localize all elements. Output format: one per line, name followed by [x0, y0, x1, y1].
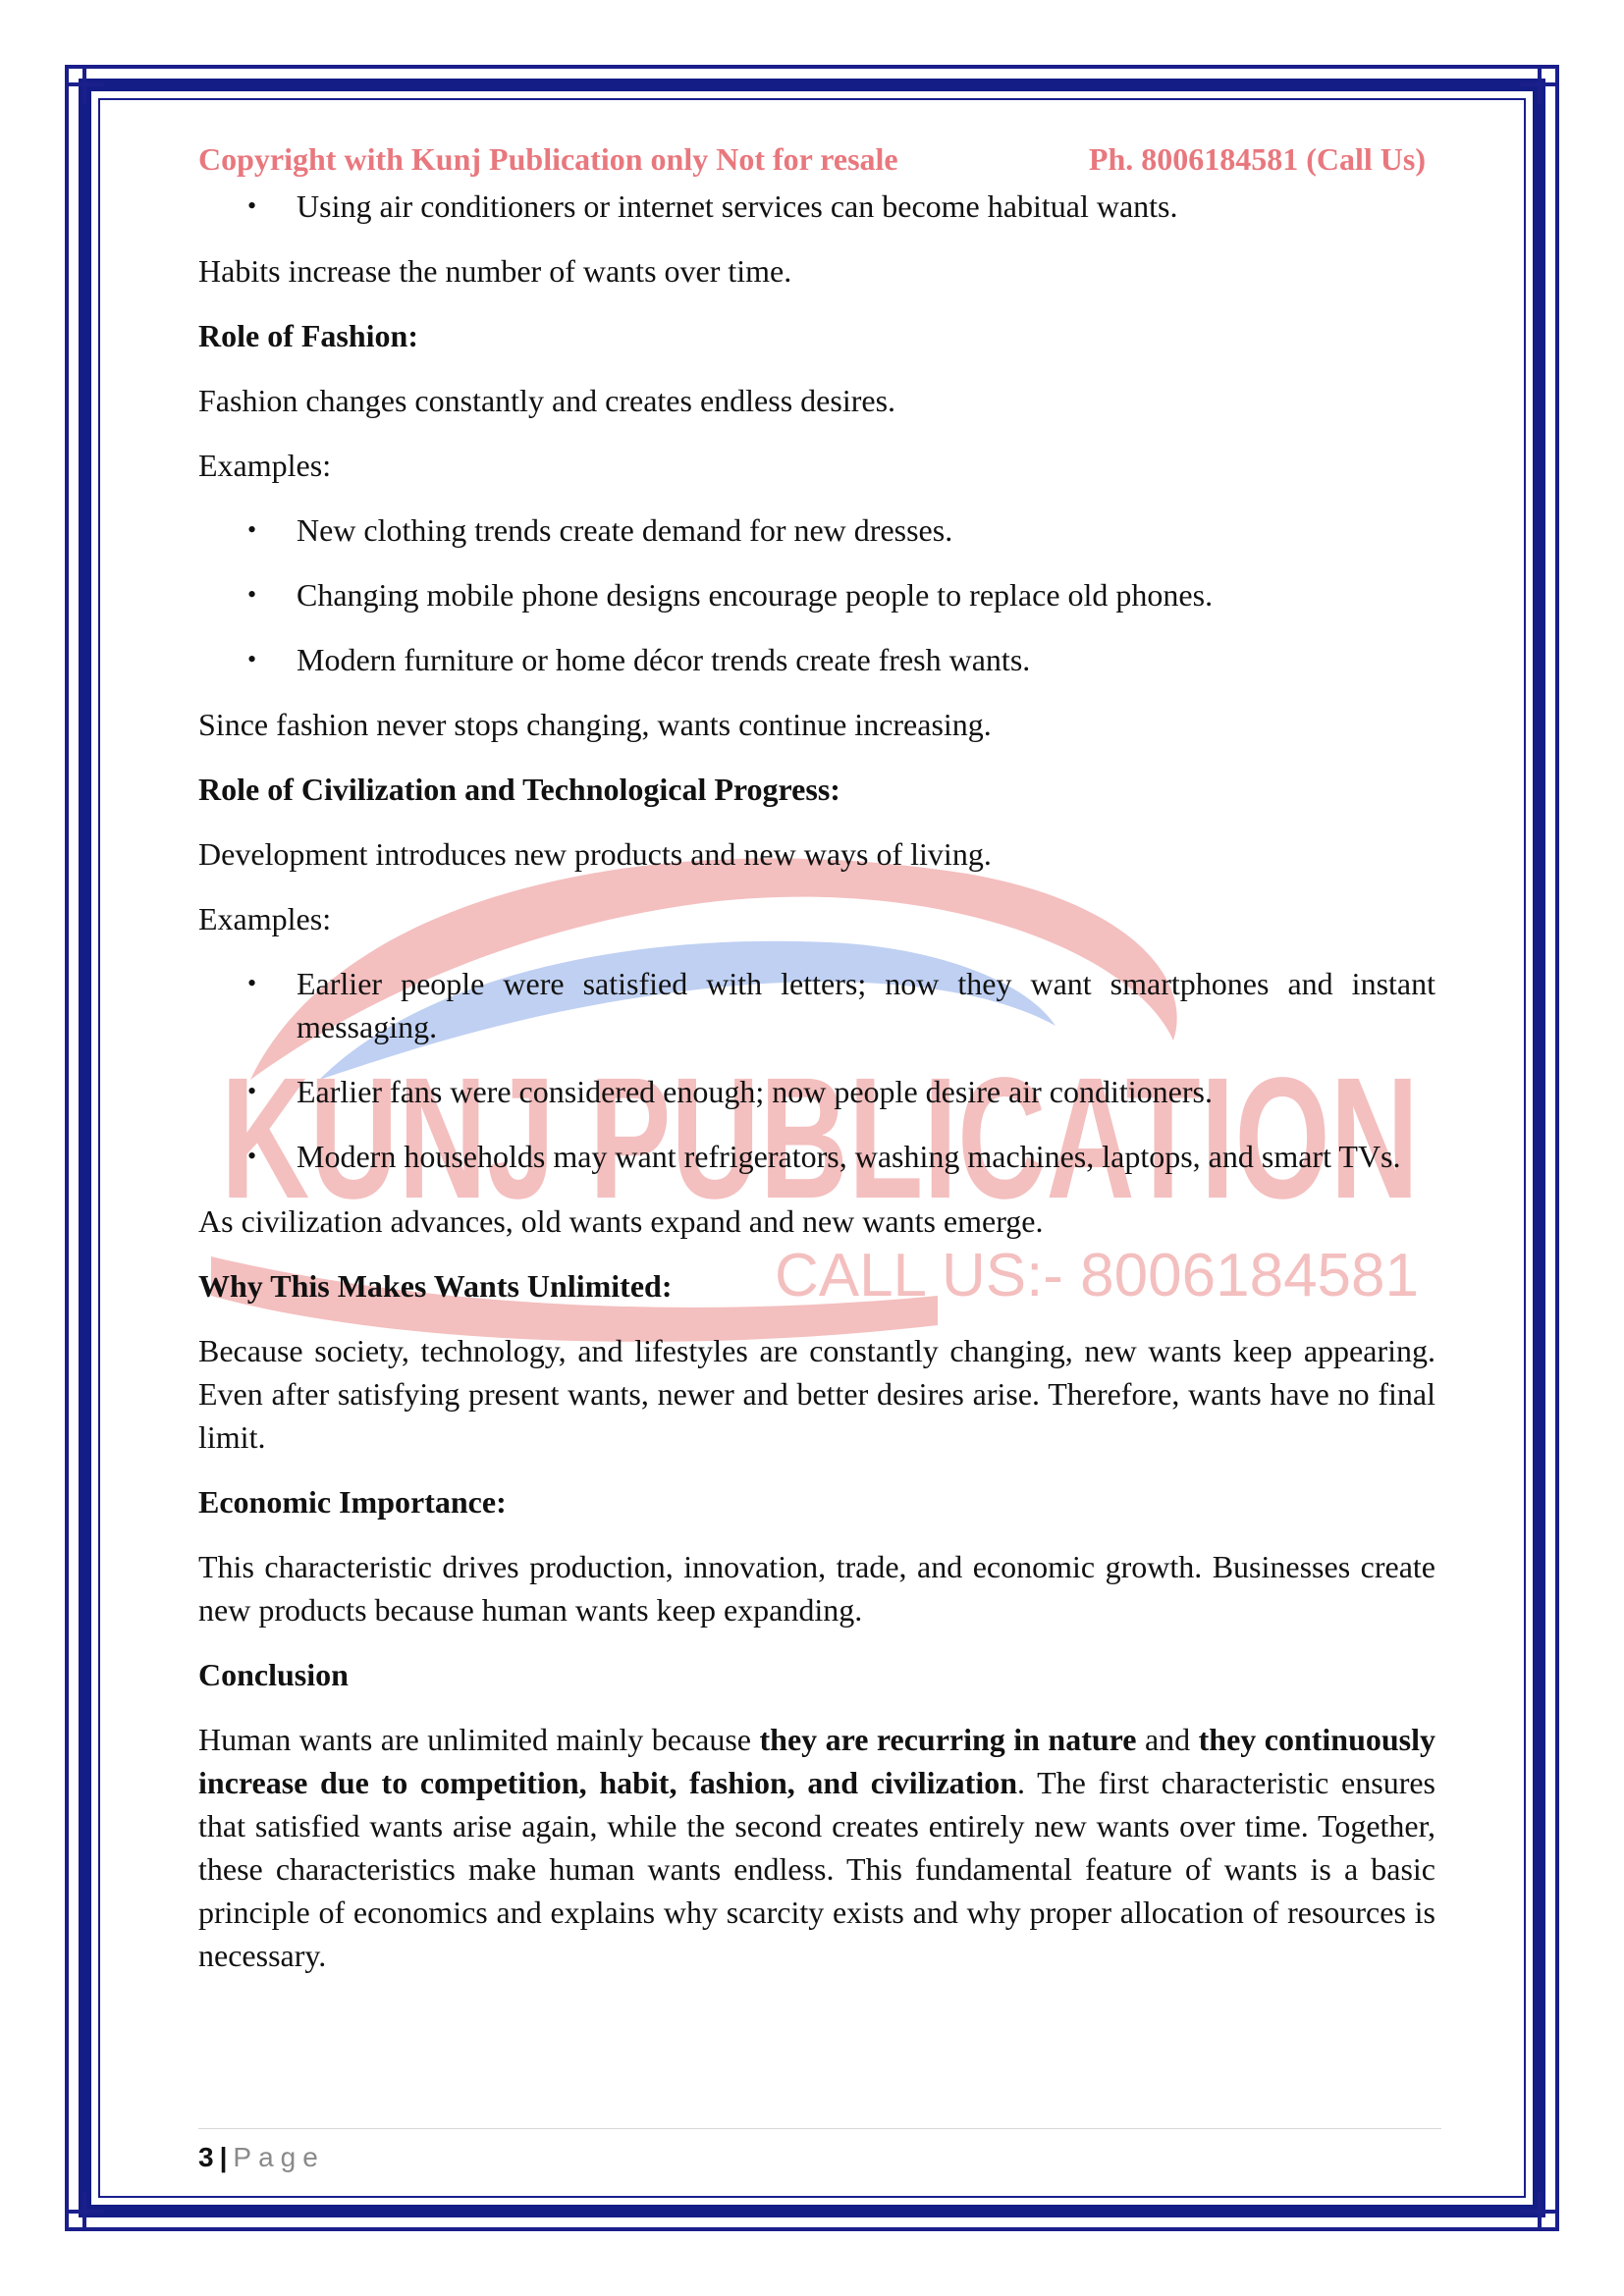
habit-example-list	[198, 185, 1435, 228]
corner-ornament-top-left	[65, 65, 104, 104]
economic-importance-heading: Economic Importance:	[198, 1484, 507, 1520]
fashion-paragraph: Fashion changes constantly and creates endless desires.	[198, 383, 896, 418]
conclusion-bold-2: they continuously increase due to competition, habit, fashion, and civilization	[198, 1722, 1436, 1800]
list-item: • Modern furniture or home décor trends create fresh wants.	[297, 638, 1435, 681]
civilization-heading: Role of Civilization and Technological Progress:	[198, 772, 840, 807]
page-content	[198, 139, 1435, 1999]
page-label: Page	[233, 2142, 325, 2172]
list-item: • Earlier fans were considered enough; now people desire air conditioners.	[297, 1070, 1435, 1113]
civilization-closing: As civilization advances, old wants expand and new wants emerge.	[198, 1203, 1044, 1239]
conclusion-paragraph	[198, 1718, 1435, 1977]
list-item: • Changing mobile phone designs encourage people to replace old phones.	[297, 573, 1435, 616]
why-unlimited-heading: Why This Makes Wants Unlimited:	[198, 1268, 673, 1304]
corner-ornament-bottom-left	[65, 2192, 104, 2231]
conclusion-bold-1: they are recurring in nature	[759, 1722, 1137, 1757]
footer-separator: |	[219, 2142, 228, 2172]
fashion-closing: Since fashion never stops changing, wants continue increasing.	[198, 707, 992, 742]
civilization-example-list	[198, 962, 1435, 1178]
why-unlimited-paragraph: Because society, technology, and lifestyles are constantly changing, new wants keep appearing. Even after satisfying present wants, newer and better desires arise. Therefore, wants have no final limit.	[198, 1333, 1435, 1455]
conclusion-text-1: Human wants are unlimited mainly because	[198, 1722, 760, 1757]
list-item: • Modern households may want refrigerators, washing machines, laptops, and smart TVs.	[297, 1135, 1435, 1178]
conclusion-heading: Conclusion	[198, 1657, 349, 1692]
economic-importance-paragraph: This characteristic drives production, innovation, trade, and economic growth. Businesses create new products because human wants keep expanding.	[198, 1549, 1435, 1628]
conclusion-text-3: . The first characteristic ensures that satisfied wants arise again, while the second creates entirely new wants over time. Together, these characteristics make human wants endless. This fundamental feature of wants is a basic principle of economics and explains why scarcity exists and why proper allocation of resources is necessary.	[198, 1765, 1436, 1973]
fashion-examples-label: Examples:	[198, 448, 332, 483]
corner-ornament-bottom-right	[1520, 2192, 1559, 2231]
copyright-notice: Copyright with Kunj Publication only Not for resale	[198, 141, 898, 177]
contact-phone: Ph. 8006184581 (Call Us)	[1088, 141, 1426, 177]
fashion-example-list	[198, 508, 1435, 681]
corner-ornament-top-right	[1520, 65, 1559, 104]
conclusion-text-2: and	[1136, 1722, 1199, 1757]
watermark-brand-text: KUNJ PUBLICATION	[221, 1042, 1419, 1235]
habits-paragraph: Habits increase the number of wants over time.	[198, 253, 792, 289]
civilization-examples-label: Examples:	[198, 901, 332, 936]
list-item: • New clothing trends create demand for new dresses.	[297, 508, 1435, 552]
fashion-heading: Role of Fashion:	[198, 318, 418, 353]
page-number: 3	[198, 2142, 214, 2172]
page-footer	[198, 2140, 325, 2175]
watermark-call-text: CALL US:- 8006184581	[774, 1242, 1419, 1309]
list-item: • Earlier people were satisfied with letters; now they want smartphones and instant messaging.	[297, 962, 1435, 1048]
list-item: • Using air conditioners or internet services can become habitual wants.	[297, 185, 1435, 228]
footer-divider	[198, 2128, 1441, 2129]
civilization-paragraph: Development introduces new products and new ways of living.	[198, 836, 992, 872]
copyright-header	[198, 139, 1435, 179]
